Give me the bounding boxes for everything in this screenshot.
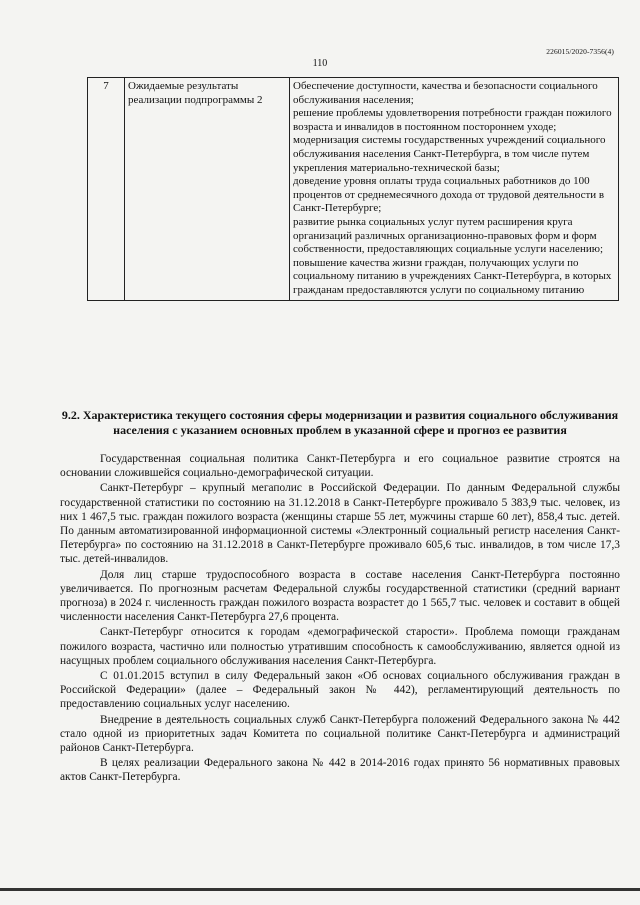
table-row: [88, 78, 619, 301]
scan-edge-rule: [0, 888, 640, 891]
row-results: [290, 78, 619, 301]
paragraph: Санкт-Петербург – крупный мегаполис в Российской Федерации. По данным Федеральной службы государственной статистики по состоянию на 31.12.2018 в Санкт-Петербурге проживало 5 383,9 тыс. человек, из них 1 467,5 тыс. граждан пожилого возраста (женщины старше 55 лет, мужчины старше 60 лет), 858,4 тыс. детей. По данным автоматизированной информационной системы «Электронный социальный регистр населения Санкт-Петербурга» по состоянию на 31.12.2018 в Санкт-Петербурге проживало 605,6 тыс. инвалидов, в том числе 17,3 тыс. детей-инвалидов.: [60, 482, 620, 566]
result-item: повышение качества жизни граждан, получающих услуги по социальному питанию в учреждениях Санкт-Петербурга, в которых гражданам предоставляются услуги по социальному питанию: [293, 256, 612, 296]
program-table: [87, 77, 619, 301]
page-number: 110: [312, 58, 328, 69]
paragraph: Государственная социальная политика Санкт-Петербурга и его социальное развитие строятся на основании сложившейся социально-демографической ситуации.: [60, 453, 620, 480]
result-item: решение проблемы удовлетворения потребности граждан пожилого возраста и инвалидов в постоянном постороннем уходе;: [293, 107, 612, 133]
result-item: Обеспечение доступности, качества и безопасности социального обслуживания населения;: [293, 80, 598, 106]
paragraph: Доля лиц старше трудоспособного возраста в составе населения Санкт-Петербурга постоянно увеличивается. По прогнозным расчетам Федеральной службы государственной статистики (средний вариант прогноза) в 2024 г. численность граждан пожилого возраста возрастет до 1 565,7 тыс. человек и составит в общей численности населения Санкт-Петербурга 27,6 процента.: [60, 568, 620, 624]
row-name: Ожидаемые результаты реализации подпрограммы 2: [125, 78, 290, 301]
row-number: 7: [88, 78, 125, 301]
paragraph: Санкт-Петербург относится к городам «демографической старости». Проблема помощи гражданам пожилого возраста, частично или полностью утратившим способность к самообслуживанию, является одной из насущных проблем социального обслуживания населения Санкт-Петербурга.: [60, 626, 620, 667]
paragraph: С 01.01.2015 вступил в силу Федеральный закон «Об основах социального обслуживания граждан в Российской Федерации» (далее – Федеральный закон № 442), регламентирующий деятельность по предоставлению социальных услуг населению.: [60, 670, 620, 711]
section-body: [60, 452, 620, 786]
result-item: модернизация системы государственных учреждений социального обслуживания населения Санкт-Петербурга, в том числе путем укрепления материально-технической базы;: [293, 134, 606, 174]
document-code: 226015/2020-7356(4): [546, 47, 614, 56]
result-item: развитие рынка социальных услуг путем расширения круга организаций различных организационно-правовых форм и форм собственности, предоставляющих социальные услуги населению;: [293, 215, 604, 256]
section-title: 9.2. Характеристика текущего состояния сферы модернизации и развития социального обслуживания населения с указанием основных проблем в указанной сфере и прогноз ее развития: [61, 408, 619, 437]
result-item: доведение уровня оплаты труда социальных работников до 100 процентов от среднемесячного дохода от трудовой деятельности в Санкт-Петербурге;: [293, 175, 605, 215]
paragraph: В целях реализации Федерального закона № 442 в 2014-2016 годах принято 56 нормативных правовых актов Санкт-Петербурга.: [60, 757, 620, 784]
paragraph: Внедрение в деятельность социальных служб Санкт-Петербурга положений Федерального закона № 442 стало одной из приоритетных задач Комитета по социальной политике Санкт-Петербурга и администраций районов Санкт-Петербурга.: [60, 713, 620, 755]
